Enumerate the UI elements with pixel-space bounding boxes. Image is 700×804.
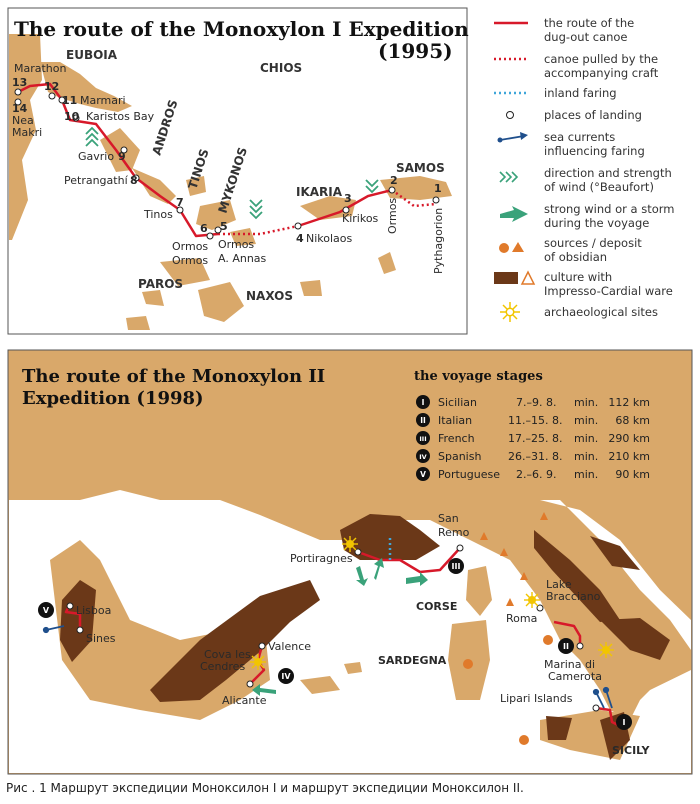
stop-makri: Makri [12, 126, 43, 139]
svg-text:68 km: 68 km [615, 414, 650, 427]
stages-title: the voyage stages [414, 369, 543, 384]
label-paros: PAROS [138, 277, 184, 291]
svg-text:V: V [420, 470, 426, 479]
stop-13-num: 13 [12, 76, 28, 89]
stop-marathon: Marathon [14, 62, 67, 75]
svg-text:min.: min. [574, 432, 599, 445]
svg-text:11.–15. 8.: 11.–15. 8. [508, 414, 563, 427]
stop-11-num: 11 [62, 94, 78, 107]
stop-nikolaos: Nikolaos [306, 232, 353, 245]
legend-7-a: sources / deposit [544, 236, 642, 250]
place-lipari: Lipari Islands [500, 692, 573, 705]
legend-6-b: during the voyage [544, 216, 650, 230]
stop-3-num: 3 [344, 192, 352, 205]
map2-title-2: Expedition (1998) [22, 388, 204, 409]
stop-kirikos: Kirikos [342, 212, 379, 225]
label-tinos: TINOS [185, 147, 212, 191]
legend-4-a: sea currents [544, 130, 616, 144]
legend-2-a: inland faring [544, 86, 617, 100]
legend-0-a: the route of the [544, 16, 635, 30]
map1-title: The route of the Monoxylon I Expedition [14, 17, 469, 41]
legend-1-b: accompanying craft [544, 66, 659, 80]
label-mykonos: MYKONOS [215, 145, 251, 215]
legend-8-b: Impresso-Cardial ware [544, 284, 673, 298]
legend-sun-icon [500, 302, 520, 322]
svg-text:min.: min. [574, 414, 599, 427]
place-portiragnes: Portiragnes [290, 552, 353, 565]
legend-9-a: archaeological sites [544, 305, 659, 319]
svg-text:26.–31. 8.: 26.–31. 8. [508, 450, 563, 463]
stage-row [416, 395, 650, 409]
stop-9-num: 9 [118, 150, 126, 163]
legend-0-b: dug-out canoe [544, 30, 628, 44]
place-sicily: SICILY [612, 744, 650, 757]
stop-10-num: 10 [64, 110, 80, 123]
stop-tinos: Tinos [144, 208, 173, 221]
label-andros: ANDROS [149, 98, 181, 157]
figure-caption: Рис . 1 Маршрут экспедиции Моноксилон I и маршрут экспедиции Моноксилон II. [6, 781, 524, 795]
svg-text:II: II [420, 416, 426, 425]
legend-3-a: places of landing [544, 108, 642, 122]
stop-14-num: 14 [12, 102, 28, 115]
place-alicante: Alicante [222, 694, 267, 707]
stop-ormos-b: Ormos [172, 254, 209, 267]
svg-text:III: III [451, 562, 461, 571]
svg-text:7.–9. 8.: 7.–9. 8. [516, 396, 557, 409]
svg-text:IV: IV [281, 672, 291, 681]
stop-8-num: 8 [130, 174, 138, 187]
stop-ormos-d: Ormos [386, 197, 399, 234]
stop-pythagorion: Pythagorion [432, 207, 445, 274]
place-cova-2: Cendres [200, 660, 246, 673]
place-lisboa: Lisboa [76, 604, 112, 617]
svg-text:min.: min. [574, 468, 599, 481]
stop-1-num: 1 [434, 182, 442, 195]
place-camerota: Camerota [548, 670, 602, 683]
place-corse: CORSE [416, 600, 458, 613]
stop-5-num: 5 [220, 220, 228, 233]
svg-text:II: II [563, 642, 569, 651]
label-chios: CHIOS [260, 61, 303, 75]
legend-5-a: direction and strength [544, 166, 672, 180]
svg-text:I: I [421, 398, 425, 407]
stop-gavrio: Gavrio [78, 150, 115, 163]
legend-5-b: of wind (°Beaufort) [544, 180, 654, 194]
stop-nea: Nea [12, 114, 34, 127]
svg-text:French: French [438, 432, 475, 445]
place-lake: Lake [546, 578, 572, 591]
svg-text:Italian: Italian [438, 414, 473, 427]
svg-text:min.: min. [574, 450, 599, 463]
svg-text:2.–6. 9.: 2.–6. 9. [516, 468, 557, 481]
stop-marmari: Marmari [80, 94, 126, 107]
svg-text:IV: IV [419, 453, 427, 461]
svg-text:90 km: 90 km [615, 468, 650, 481]
map2-title-1: The route of the Monoxylon II [22, 366, 326, 387]
place-cova-1: Cova les [204, 648, 251, 661]
legend-4-b: influencing faring [544, 144, 645, 158]
stop-ormos-c: Ormos [218, 238, 255, 251]
stages-table [416, 395, 650, 481]
legend-landing-icon [507, 112, 514, 119]
svg-text:Portuguese: Portuguese [438, 468, 500, 481]
stop-12-num: 12 [44, 80, 60, 93]
legend-8-a: culture with [544, 270, 613, 284]
svg-text:Spanish: Spanish [438, 450, 482, 463]
label-euboia: EUBOIA [66, 48, 118, 62]
svg-text:210 km: 210 km [608, 450, 650, 463]
legend-1-a: canoe pulled by the [544, 52, 659, 66]
svg-text:Sicilian: Sicilian [438, 396, 477, 409]
svg-text:17.–25. 8.: 17.–25. 8. [508, 432, 563, 445]
stage-row [416, 431, 650, 445]
place-san: San [438, 512, 459, 525]
legend [484, 8, 692, 334]
stop-6-num: 6 [200, 222, 208, 235]
svg-text:III: III [419, 435, 427, 443]
place-valence: Valence [268, 640, 312, 653]
stop-ormos-a: Ormos [172, 240, 209, 253]
legend-6-a: strong wind or a storm [544, 202, 675, 216]
label-naxos: NAXOS [246, 289, 293, 303]
legend-7-b: of obsidian [544, 250, 608, 264]
place-marina: Marina di [544, 658, 596, 671]
stop-karistos: Karistos Bay [86, 110, 155, 123]
place-remo: Remo [438, 526, 470, 539]
svg-text:112 km: 112 km [608, 396, 650, 409]
svg-text:V: V [42, 606, 50, 615]
svg-text:min.: min. [574, 396, 599, 409]
stop-a-annas: A. Annas [218, 252, 267, 265]
stage-row [416, 449, 650, 463]
svg-text:I: I [622, 718, 626, 727]
map1-year: (1995) [378, 39, 453, 63]
stop-2-num: 2 [390, 174, 398, 187]
place-roma: Roma [506, 612, 538, 625]
label-ikaria: IKARIA [296, 185, 343, 199]
stage-row [416, 467, 650, 481]
place-sardegna: SARDEGNA [378, 654, 447, 667]
stop-4-num: 4 [296, 232, 304, 245]
place-sines: Sines [86, 632, 116, 645]
place-bracciano: Bracciano [546, 590, 601, 603]
label-samos: SAMOS [396, 161, 445, 175]
stop-7-num: 7 [176, 196, 184, 209]
stop-petrangathi: Petrangathí [64, 174, 128, 187]
svg-text:290 km: 290 km [608, 432, 650, 445]
stage-row [416, 413, 650, 427]
